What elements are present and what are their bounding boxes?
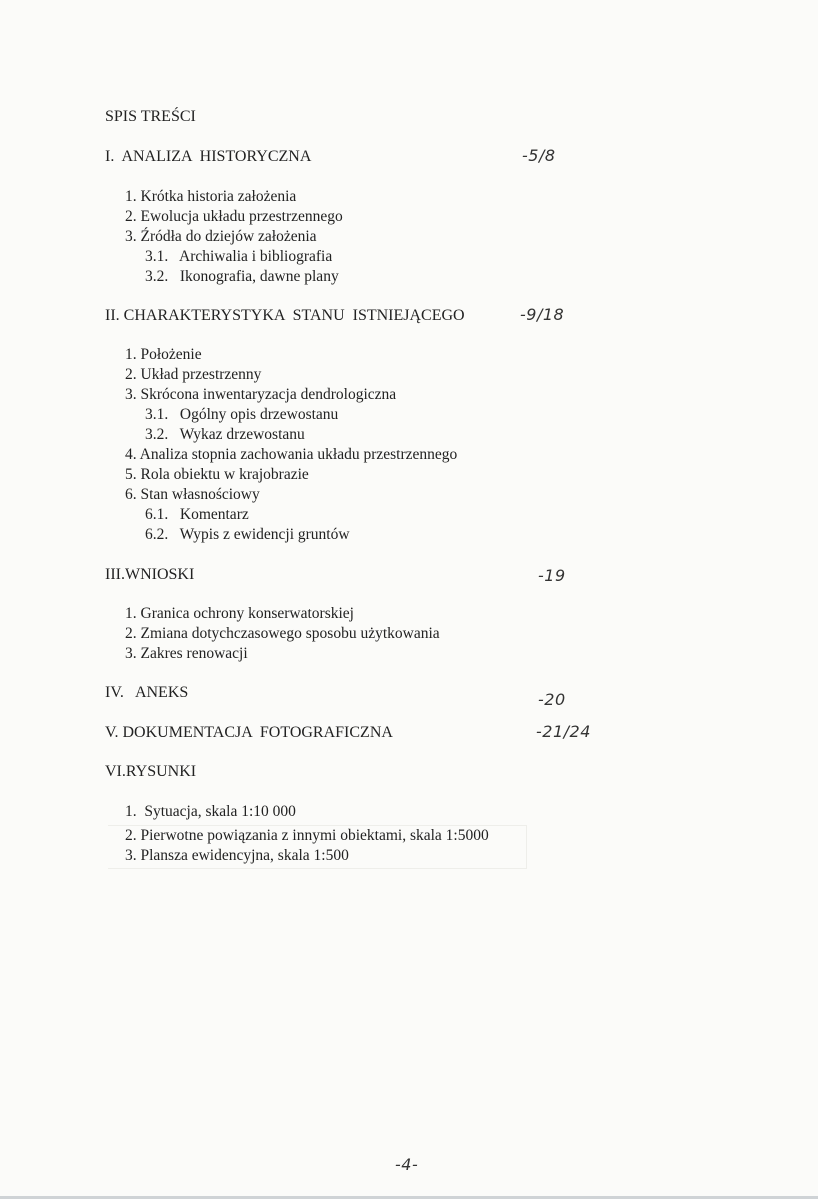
toc-item: 5. Rola obiektu w krajobrazie <box>125 466 309 483</box>
toc-item: 1. Położenie <box>125 346 202 363</box>
toc-item: 2. Pierwotne powiązania z innymi obiektami, skala 1:5000 <box>125 827 489 844</box>
toc-item: 2. Układ przestrzenny <box>125 366 262 383</box>
toc-item: 3. Źródła do dziejów założenia <box>125 228 317 245</box>
section-heading: III.WNIOSKI <box>105 566 195 583</box>
toc-item: 4. Analiza stopnia zachowania układu przestrzennego <box>125 446 458 463</box>
toc-subitem: 3.1. Archiwalia i bibliografia <box>145 248 333 265</box>
section-pages: -21/24 <box>536 722 591 741</box>
toc-subitem: 3.2. Ikonografia, dawne plany <box>145 268 339 285</box>
section-pages: -5/8 <box>522 146 556 165</box>
section-heading: IV. ANEKS <box>105 684 189 701</box>
toc-item: 3. Plansza ewidencyjna, skala 1:500 <box>125 847 349 864</box>
toc-item: 1. Sytuacja, skala 1:10 000 <box>125 803 296 820</box>
toc-item: 2. Ewolucja układu przestrzennego <box>125 208 343 225</box>
toc-item: 3. Zakres renowacji <box>125 645 248 662</box>
toc-subitem: 6.2. Wypis z ewidencji gruntów <box>145 526 350 543</box>
toc-item: 3. Skrócona inwentaryzacja dendrologiczna <box>125 386 397 403</box>
section-pages: -9/18 <box>520 305 565 324</box>
section-heading: II. CHARAKTERYSTYKA STANU ISTNIEJĄCEGO <box>105 307 465 324</box>
toc-item: 1. Krótka historia założenia <box>125 188 297 205</box>
section-pages: -20 <box>538 690 566 709</box>
toc-subitem: 3.1. Ogólny opis drzewostanu <box>145 406 339 423</box>
toc-item: 6. Stan własnościowy <box>125 486 260 503</box>
section-heading: V. DOKUMENTACJA FOTOGRAFICZNA <box>105 724 393 741</box>
toc-title: SPIS TREŚCI <box>105 108 196 125</box>
page-number: -4- <box>395 1155 419 1174</box>
section-pages: -19 <box>538 566 566 585</box>
section-heading: VI.RYSUNKI <box>105 763 197 780</box>
toc-item: 2. Zmiana dotychczasowego sposobu użytkowania <box>125 625 440 642</box>
toc-item: 1. Granica ochrony konserwatorskiej <box>125 605 354 622</box>
section-heading: I. ANALIZA HISTORYCZNA <box>105 148 312 165</box>
toc-subitem: 6.1. Komentarz <box>145 506 249 523</box>
toc-subitem: 3.2. Wykaz drzewostanu <box>145 426 305 443</box>
